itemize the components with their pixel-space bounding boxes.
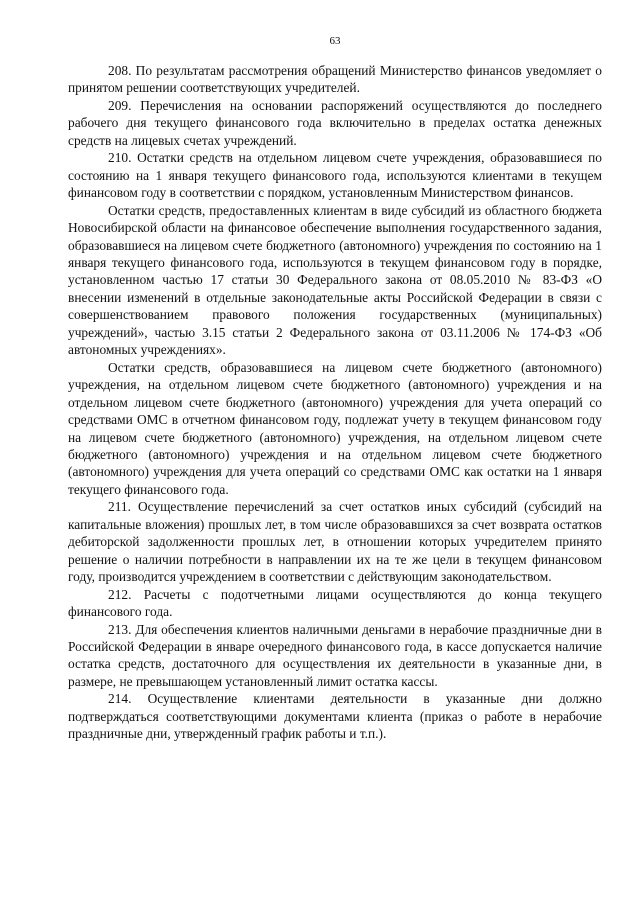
paragraph-211: 211. Осуществление перечислений за счет остатков иных субсидий (субсидий на капитальные вложения) прошлых лет, в том числе образовавшихся за счет возврата остатков дебиторской задолженности прошлых лет, в отношении которых учредителем принято решение о наличии потребности в направлении их на те же цели в текущем финансовом году, производится учреждением в соответствии с действующим законодательством. [68, 499, 602, 585]
paragraph-213: 213. Для обеспечения клиентов наличными деньгами в нерабочие праздничные дни в Российской Федерации в январе очередного финансового года, в кассе допускается наличие остатка средств, достаточного для осуществления их деятельности в указанные дни, в размере, не превышающем установленный лимит остатка кассы. [68, 621, 602, 689]
paragraph-210-subsidies: Остатки средств, предоставленных клиентам в виде субсидий из областного бюджета Новосибирской области на финансовое обеспечение выполнения государственного задания, образовавшиеся на лицевом счете бюджетного (автономного) учреждения по состоянию на 1 января текущего финансового года, используются в текущем финансовом году в порядке, установленном частью 17 статьи 30 Федерального закона от 08.05.2010 № 83-ФЗ «О внесении изменений в отдельные законодательные акты Российской Федерации в связи с совершенствованием правового положения государственных (муниципальных) учреждений», частью 3.15 статьи 2 Федерального закона от 03.11.2006 № 174-ФЗ «Об автономных учреждениях». [68, 202, 602, 358]
paragraph-210: 210. Остатки средств на отдельном лицевом счете учреждения, образовавшиеся по состоянию на 1 января текущего финансового года, используются клиентами в текущем финансовом году в соответствии с порядком, установленным Министерством финансов. [68, 150, 602, 201]
paragraph-208: 208. По результатам рассмотрения обращений Министерство финансов уведомляет о принятом решении соответствующих учредителей. [68, 63, 602, 96]
paragraph-212: 212. Расчеты с подотчетными лицами осуществляются до конца текущего финансового года. [68, 586, 602, 620]
paragraph-214: 214. Осуществление клиентами деятельности в указанные дни должно подтверждаться соответствующими документами клиента (приказ о работе в нерабочие праздничные дни, утвержденный график работы и т.п.). [68, 691, 602, 742]
paragraph-210-balances: Остатки средств, образовавшиеся на лицевом счете бюджетного (автономного) учреждения, на отдельном лицевом счете бюджетного (автономного) учреждения и на отдельном лицевом счете бюджетного (автономного) учреждения для учета операций со средствами ОМС в отчетном финансовом году, подлежат учету в текущем финансовом году на лицевом счете бюджетного (автономного) учреждения, на отдельном лицевом счете бюджетного (автономного) учреждения и на отдельном лицевом счете бюджетного (автономного) учреждения для учета операций со средствами ОМС как остатки на 1 января текущего финансового года. [68, 359, 602, 497]
page-number: 63 [329, 35, 341, 47]
paragraph-209: 209. Перечисления на основании распоряжений осуществляются до последнего рабочего дня текущего финансового года включительно в пределах остатка денежных средств на лицевых счетах учреждений. [68, 97, 602, 148]
